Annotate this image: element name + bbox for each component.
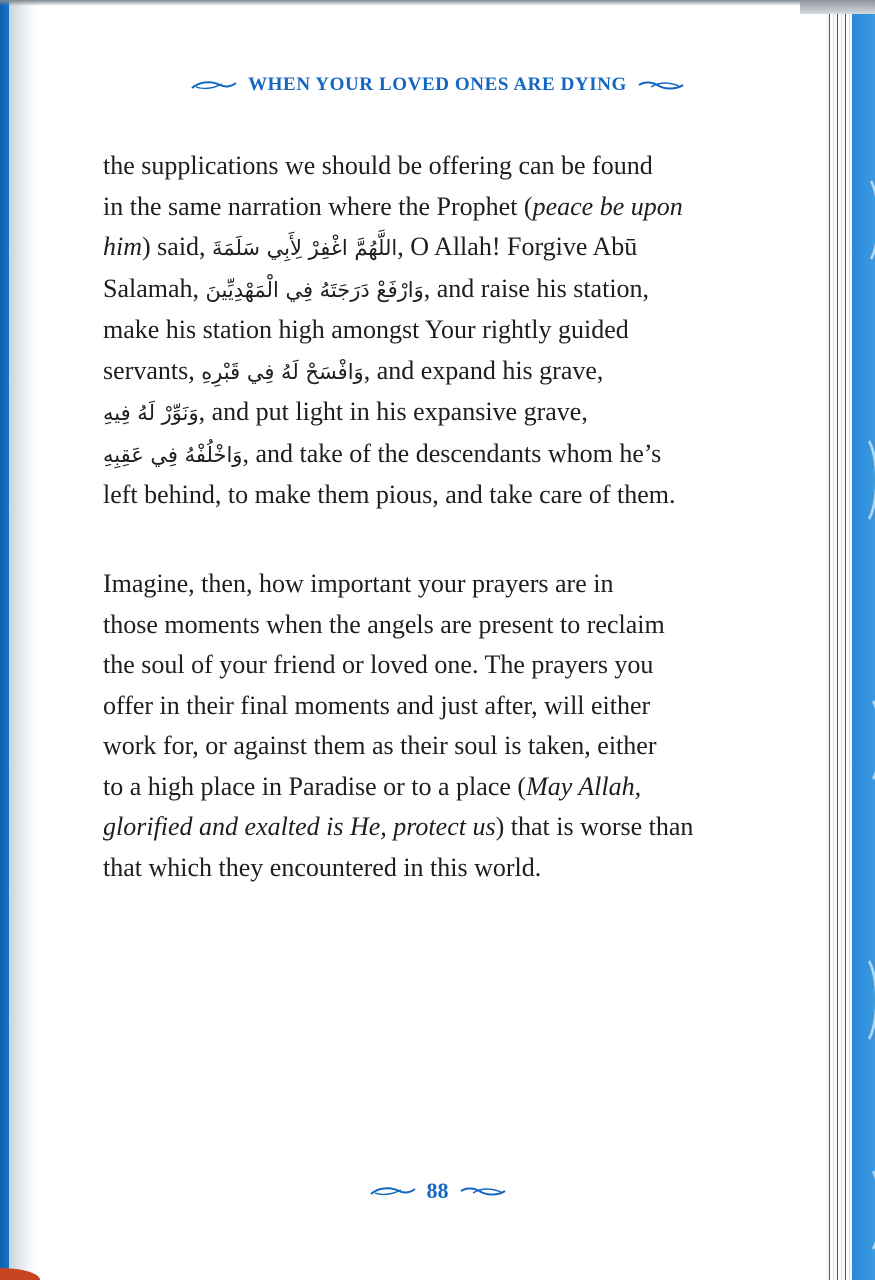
- text-line: [103, 434, 723, 476]
- text-line: [103, 187, 723, 228]
- cover-wave-pattern: [852, 172, 875, 268]
- arabic-phrase: وَاخْلُفْهُ فِي عَقِبِهِ: [103, 442, 243, 467]
- text-line: [103, 605, 723, 646]
- running-title: WHEN YOUR LOVED ONES ARE DYING: [248, 74, 627, 95]
- text-line: [103, 475, 723, 516]
- cover-wave-pattern: [852, 432, 875, 528]
- italic-honorific: glorified and exalted is He, protect us: [103, 812, 496, 841]
- text-run: that which they encountered in this world.: [103, 852, 542, 882]
- text-line: [103, 807, 723, 848]
- book-cover-left-edge: [0, 0, 9, 1280]
- page-gutter-shadow: [9, 0, 37, 1280]
- text-run: , O Allah! Forgive Abū: [397, 232, 638, 261]
- cover-wave-pattern: [852, 1162, 875, 1258]
- text-run: the soul of your friend or loved one. The prayers you: [103, 650, 654, 679]
- italic-honorific: peace be upon: [532, 191, 683, 221]
- italic-honorific: him: [103, 232, 142, 261]
- text-run: make his station high amongst Your rightly guided: [103, 315, 629, 344]
- text-run: Salamah,: [103, 273, 206, 303]
- text-run: ) that is worse than: [495, 812, 694, 841]
- arabic-phrase: وَنَوِّرْ لَهُ فِيهِ: [103, 401, 199, 425]
- book-cover-right-edge: [852, 12, 875, 1280]
- paragraph-imagine: [103, 564, 723, 888]
- text-run: , and take of the descendants whom he’s: [242, 438, 662, 468]
- page-number: 88: [426, 1178, 449, 1203]
- arabic-phrase: اللَّهُمَّ اغْفِرْ لِأَبِي سَلَمَةَ: [212, 236, 398, 260]
- italic-honorific: May Allah,: [526, 771, 642, 801]
- text-line: [103, 848, 723, 889]
- text-line: [103, 227, 723, 269]
- text-run: left behind, to make them pious, and take care of them.: [103, 480, 676, 509]
- arabic-phrase: وَافْسَحْ لَهُ فِي قَبْرِهِ: [201, 359, 364, 384]
- cover-wave-pattern: [852, 952, 875, 1048]
- swash-ornament-icon: [459, 1183, 507, 1199]
- running-header: [0, 74, 875, 99]
- top-shadow-bar: [800, 0, 875, 14]
- cover-wave-pattern: [852, 692, 875, 788]
- page-edges-stack: [826, 12, 852, 1280]
- text-run: Imagine, then, how important your prayers are in: [103, 569, 614, 598]
- text-run: the supplications we should be offering can be found: [103, 151, 653, 180]
- text-line: [103, 686, 723, 727]
- swash-ornament-icon: [637, 77, 685, 93]
- top-shadow: [0, 0, 875, 6]
- text-line: [103, 269, 723, 311]
- text-line: [103, 564, 723, 605]
- swash-ornament-icon: [190, 77, 238, 93]
- text-run: ) said,: [142, 232, 213, 261]
- text-run: , and put light in his expansive grave,: [198, 397, 588, 426]
- text-run: to a high place in Paradise or to a place (: [103, 771, 527, 801]
- text-line: [103, 767, 723, 808]
- text-line: [103, 351, 723, 393]
- text-line: [103, 645, 723, 686]
- text-line: [103, 392, 723, 434]
- text-line: [103, 310, 723, 351]
- text-line: [103, 146, 723, 187]
- text-run: offer in their final moments and just after, will either: [103, 690, 651, 720]
- text-run: in the same narration where the Prophet (: [103, 191, 533, 221]
- text-run: those moments when the angels are present to reclaim: [103, 609, 665, 639]
- swash-ornament-icon: [369, 1183, 417, 1199]
- page-footer: [0, 1178, 875, 1205]
- text-run: work for, or against them as their soul is taken, either: [103, 731, 657, 760]
- text-run: , and expand his grave,: [363, 355, 604, 385]
- text-line: [103, 726, 723, 767]
- paragraph-supplication: [103, 146, 723, 516]
- arabic-phrase: وَارْفَعْ دَرَجَتَهُ فِي الْمَهْدِيِّينَ: [205, 277, 424, 302]
- text-run: servants,: [103, 355, 202, 385]
- text-run: , and raise his station,: [423, 273, 650, 303]
